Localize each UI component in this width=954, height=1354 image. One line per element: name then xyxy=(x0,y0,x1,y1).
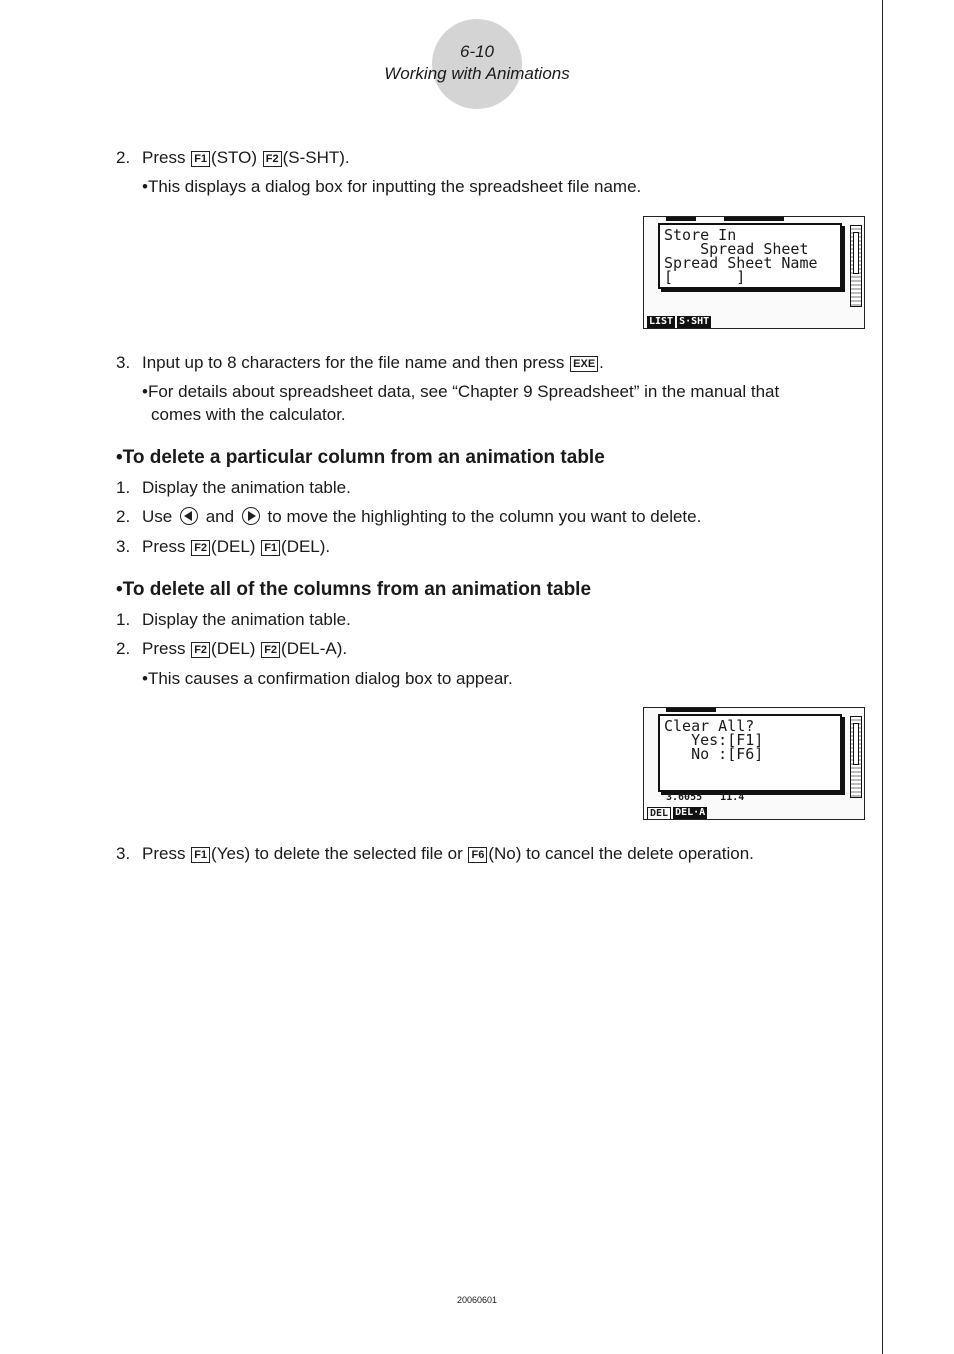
dialog-line: Spread Sheet xyxy=(664,240,809,258)
dialog-line: No :[F6] xyxy=(664,745,764,763)
section2-step2 xyxy=(116,638,347,660)
heading-bullet: • xyxy=(116,447,123,468)
right-arrow-key-icon xyxy=(242,507,260,525)
left-arrow-key-icon xyxy=(180,507,198,525)
key-label: (Yes) to delete the selected file or xyxy=(211,844,463,863)
calculator-screen-clear-all xyxy=(643,707,865,820)
clear-all-dialog xyxy=(658,714,842,792)
f2-key-icon: F2 xyxy=(263,151,282,167)
scroll-thumb xyxy=(853,723,859,765)
heading-text: To delete all of the columns from an animation table xyxy=(122,579,592,600)
key-label: (DEL) xyxy=(211,537,256,556)
key-label: (DEL). xyxy=(281,537,331,556)
screen-fragment xyxy=(724,217,784,221)
step-text: Press xyxy=(142,148,186,167)
step-number: 1. xyxy=(116,478,131,497)
section1-step2 xyxy=(116,506,701,528)
page-edge-rule xyxy=(882,0,883,1354)
dialog-line: Clear All? xyxy=(664,717,755,735)
step-text: Press xyxy=(142,639,186,658)
step-number: 2. xyxy=(116,148,131,167)
key-label: (S-SHT). xyxy=(282,148,350,167)
scrollbar xyxy=(850,225,862,307)
chapter-title: Working with Animations xyxy=(384,64,570,83)
dialog-line: [ ] xyxy=(664,268,746,286)
f2-key-icon: F2 xyxy=(191,642,210,658)
key-label: (No) to cancel the delete operation. xyxy=(488,844,754,863)
step-text: and xyxy=(205,507,235,526)
f2-key-icon: F2 xyxy=(261,642,280,658)
function-key-bar xyxy=(647,316,711,328)
step-number: 3. xyxy=(116,537,131,556)
bullet-dot: • xyxy=(142,382,148,401)
bullet-a3-line1 xyxy=(142,381,779,403)
step-number: 3. xyxy=(116,844,131,863)
scrollbar xyxy=(850,716,862,798)
step-a3 xyxy=(116,352,604,374)
section1-step3 xyxy=(116,536,330,558)
step-text: Press xyxy=(142,537,186,556)
section1-step1 xyxy=(116,477,351,499)
bullet-text: This displays a dialog box for inputting the spreadsheet file name. xyxy=(147,177,642,196)
step-text: Display the animation table. xyxy=(142,478,351,497)
f1-key-icon: F1 xyxy=(191,847,210,863)
table-row-values: 3.6055 11.4 xyxy=(666,792,745,803)
store-dialog xyxy=(658,223,842,289)
fkey-del-a: DEL·A xyxy=(675,807,706,818)
f6-key-icon: F6 xyxy=(468,847,487,863)
step-text: Press xyxy=(142,844,186,863)
section-heading-delete-all-columns xyxy=(116,579,591,601)
step-a2 xyxy=(116,147,350,169)
function-key-bar xyxy=(647,807,707,819)
punctuation: . xyxy=(599,353,604,372)
bullet-dot: • xyxy=(142,177,148,196)
screen-fragment xyxy=(666,708,716,712)
exe-key-icon: EXE xyxy=(570,356,598,372)
section2-step3 xyxy=(116,843,754,865)
dialog-line: Store In xyxy=(664,226,737,244)
fkey-s-sht: S·SHT xyxy=(679,316,710,327)
fkey-del: DEL xyxy=(647,807,671,819)
bullet-text: For details about spreadsheet data, see “Chapter 9 Spreadsheet” in the manual that xyxy=(147,382,780,401)
section-heading-delete-column xyxy=(116,447,605,469)
step-number: 1. xyxy=(116,610,131,629)
heading-text: To delete a particular column from an animation table xyxy=(122,447,605,468)
bullet-a3-line2: comes with the calculator. xyxy=(151,405,346,424)
heading-bullet: • xyxy=(116,579,123,600)
calculator-screen-store-spreadsheet xyxy=(643,216,865,329)
footer-code: 20060601 xyxy=(456,1295,498,1305)
scroll-thumb xyxy=(853,232,859,274)
step-text: Use xyxy=(142,507,173,526)
step-text: to move the highlighting to the column you want to delete. xyxy=(267,507,702,526)
bullet-a2 xyxy=(142,176,641,198)
f2-key-icon: F2 xyxy=(191,540,210,556)
key-label: (DEL-A). xyxy=(281,639,348,658)
screen-fragment xyxy=(666,217,696,221)
step-text: Display the animation table. xyxy=(142,610,351,629)
f1-key-icon: F1 xyxy=(191,151,210,167)
section2-step1 xyxy=(116,609,351,631)
page-number: 6-10 xyxy=(459,42,495,61)
step-number: 2. xyxy=(116,507,131,526)
key-label: (DEL) xyxy=(211,639,256,658)
dialog-line: Yes:[F1] xyxy=(664,731,764,749)
section2-bullet xyxy=(142,668,513,690)
bullet-text: This causes a confirmation dialog box to appear. xyxy=(147,669,513,688)
bullet-dot: • xyxy=(142,669,148,688)
fkey-list: LIST xyxy=(649,316,674,327)
key-label: (STO) xyxy=(211,148,258,167)
f1-key-icon: F1 xyxy=(261,540,280,556)
dialog-line: Spread Sheet Name xyxy=(664,254,818,272)
step-number: 3. xyxy=(116,353,131,372)
step-number: 2. xyxy=(116,639,131,658)
step-text: Input up to 8 characters for the file name and then press xyxy=(142,353,565,372)
